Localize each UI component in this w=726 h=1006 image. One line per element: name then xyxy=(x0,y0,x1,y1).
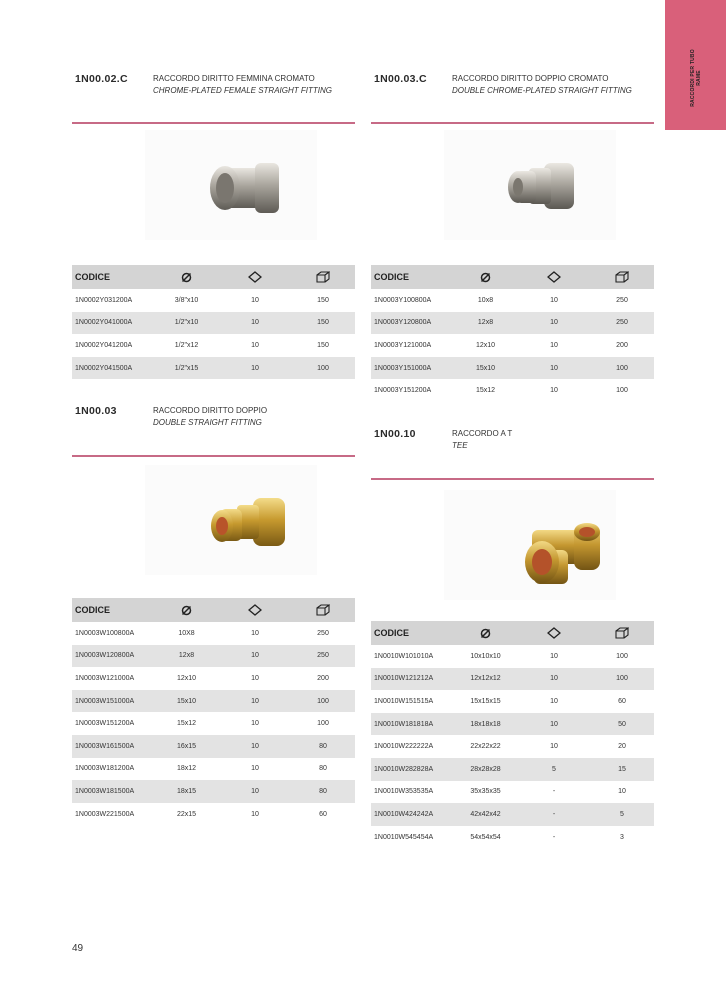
table-row: 1N0003Y151200A 15x12 10 100 xyxy=(374,387,628,395)
table-row: 1N0003W120800A 12x8 10 250 xyxy=(72,645,355,668)
table-row: 1N0002Y041000A 1/2"x10 10 150 xyxy=(72,312,355,335)
table-row: 1N0010W101010A 10x10x10 10 100 xyxy=(374,652,628,660)
box-icon xyxy=(291,265,355,289)
diameter-icon xyxy=(453,621,518,645)
wrench-size-icon xyxy=(219,265,291,289)
product-title: RACCORDO DIRITTO DOPPIO CROMATO DOUBLE CHROME-PLATED STRAIGHT FITTING xyxy=(452,74,632,95)
section-divider xyxy=(371,122,654,124)
product-table xyxy=(72,598,355,825)
table-row: 1N0010W181818A 18x18x18 10 50 xyxy=(371,713,654,736)
product-title: RACCORDO A T TEE xyxy=(452,429,513,450)
code-header: CODICE xyxy=(371,265,453,289)
product-photo-brass-double-fitting xyxy=(145,465,317,575)
table-header xyxy=(371,621,654,645)
table-row: 1N0010W222222A 22x22x22 10 20 xyxy=(374,743,626,751)
table-row: 1N0010W424242A 42x42x42 - 5 xyxy=(371,803,654,826)
product-table xyxy=(371,621,654,848)
table-row: 1N0010W282828A 28x28x28 5 15 xyxy=(371,758,654,781)
section-divider xyxy=(371,478,654,480)
code-header: CODICE xyxy=(371,621,453,645)
table-row: 1N0002Y041200A 1/2"x12 10 150 xyxy=(75,341,329,349)
table-row: 1N0003W161500A 16x15 10 80 xyxy=(72,735,355,758)
table-header xyxy=(72,598,355,622)
box-icon xyxy=(291,598,355,622)
product-table xyxy=(72,265,355,379)
table-header xyxy=(72,265,355,289)
diameter-icon xyxy=(154,598,219,622)
product-title: RACCORDO DIRITTO DOPPIO DOUBLE STRAIGHT FITTING xyxy=(153,406,268,427)
diameter-icon xyxy=(154,265,219,289)
wrench-size-icon xyxy=(518,621,590,645)
wrench-size-icon xyxy=(219,598,291,622)
table-row: 1N0003W151000A 15x10 10 100 xyxy=(72,690,355,713)
table-row: 1N0010W545454A 54x54x54 - 3 xyxy=(374,833,624,841)
table-row: 1N0003W181500A 18x15 10 80 xyxy=(72,780,355,803)
product-code: 1N00.02.C xyxy=(75,73,128,85)
table-row: 1N0003Y100800A 10x8 10 250 xyxy=(374,296,628,304)
table-row: 1N0002Y031200A 3/8"x10 10 150 xyxy=(75,296,329,304)
category-side-tab xyxy=(665,0,726,130)
table-row: 1N0002Y041500A 1/2"x15 10 100 xyxy=(72,357,355,380)
product-table xyxy=(371,265,654,402)
code-header: CODICE xyxy=(72,265,154,289)
product-photo-chrome-female-fitting xyxy=(145,130,317,240)
table-row: 1N0010W151515A 15x15x15 10 60 xyxy=(374,697,626,705)
section-divider xyxy=(72,122,355,124)
table-row: 1N0003W151200A 15x12 10 100 xyxy=(75,720,329,728)
table-row: 1N0003Y120800A 12x8 10 250 xyxy=(371,312,654,335)
box-icon xyxy=(590,621,654,645)
diameter-icon xyxy=(453,265,518,289)
product-photo-chrome-double-fitting xyxy=(444,130,616,240)
table-row: 1N0010W353535A 35x35x35 - 10 xyxy=(374,788,626,796)
table-row: 1N0003Y121000A 12x10 10 200 xyxy=(374,341,628,349)
product-code: 1N00.03.C xyxy=(374,73,427,85)
table-row: 1N0003W221500A 22x15 10 60 xyxy=(75,810,327,818)
category-label: RACCORDI PER TUBO RAME xyxy=(689,49,702,107)
product-code: 1N00.10 xyxy=(374,428,416,440)
product-title: RACCORDO DIRITTO FEMMINA CROMATO CHROME-PLATED FEMALE STRAIGHT FITTING xyxy=(153,74,332,95)
page-number: 49 xyxy=(72,943,84,954)
product-photo-brass-tee xyxy=(444,490,616,600)
product-code: 1N00.03 xyxy=(75,405,117,417)
box-icon xyxy=(590,265,654,289)
table-row: 1N0003W100800A 10X8 10 250 xyxy=(75,629,329,637)
code-header: CODICE xyxy=(72,598,154,622)
section-divider xyxy=(72,455,355,457)
table-row: 1N0003Y151000A 15x10 10 100 xyxy=(371,357,654,380)
table-header xyxy=(371,265,654,289)
wrench-size-icon xyxy=(518,265,590,289)
table-row: 1N0010W121212A 12x12x12 10 100 xyxy=(371,668,654,691)
table-row: 1N0003W121000A 12x10 10 200 xyxy=(75,674,329,682)
table-row: 1N0003W181200A 18x12 10 80 xyxy=(75,765,327,773)
